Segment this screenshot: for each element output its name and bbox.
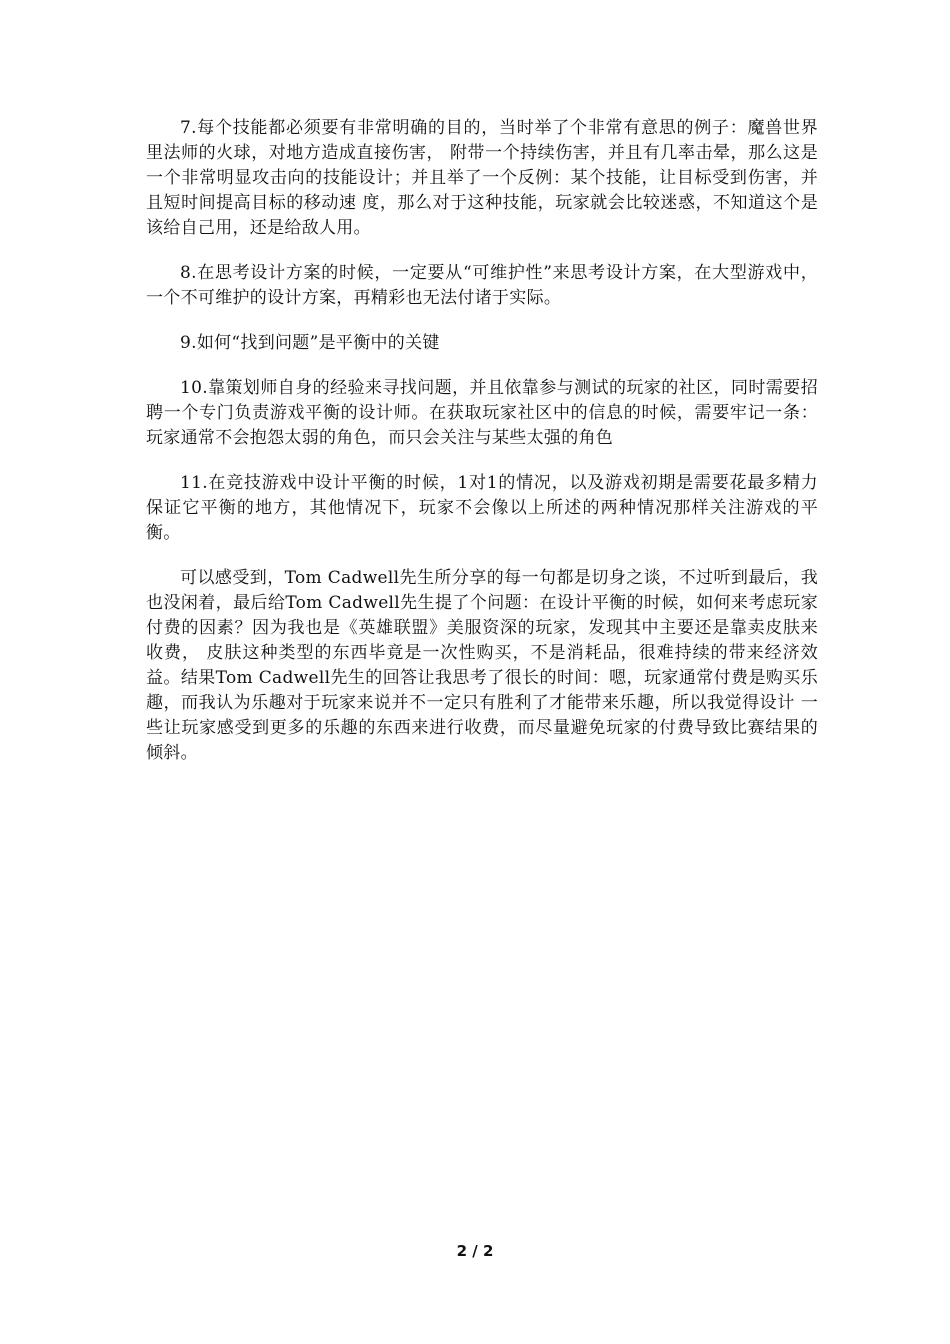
paragraph-competitive-balance: 11.在竞技游戏中设计平衡的时候，1对1的情况，以及游戏初期是需要花最多精力保证它平衡的地方，其他情况下，玩家不会像以上所述的两种情况那样关注游戏的平衡。 [146, 473, 818, 543]
paragraph-skill-purpose: 7.每个技能都必须要有非常明确的目的，当时举了个非常有意思的例子：魔兽世界里法师的火球，对地方造成直接伤害， 附带一个持续伤害，并且有几率击晕，那么这是一个非常明显攻击向的技能设计；并且举了一个反例：某个技能，让目标受到伤害，并且短时间提高目标的移动速 度，那么对于这种技能，玩家就会比较迷惑，不知道这个是该给自己用，还是给敌人用。 [146, 118, 818, 238]
page-number: 2 / 2 [456, 1242, 494, 1260]
document-body [146, 116, 818, 786]
paragraph-finding-problems: 9.如何“找到问题”是平衡中的关键 [180, 333, 440, 353]
paragraph-maintainability: 8.在思考设计方案的时候，一定要从“可维护性”来思考设计方案，在大型游戏中，一个不可维护的设计方案，再精彩也无法付诸于实际。 [146, 263, 818, 308]
paragraph-community-feedback: 10.靠策划师自身的经验来寻找问题，并且依靠参与测试的玩家的社区，同时需要招聘一个专门负责游戏平衡的设计师。在获取玩家社区中的信息的时候，需要牢记一条：玩家通常不会抱怨太弱的角色，而只会关注与某些太强的角色 [146, 378, 818, 448]
paragraph-conclusion: 可以感受到，Tom Cadwell先生所分享的每一句都是切身之谈，不过听到最后，我也没闲着，最后给Tom Cadwell先生提了个问题：在设计平衡的时候，如何来考虑玩家付费的因素？因为我也是《英雄联盟》美服资深的玩家，发现其中主要还是靠卖皮肤来收费， 皮肤这种类型的东西毕竟是一次性购买，不是消耗品，很难持续的带来经济效益。结果Tom Cadwell先生的回答让我思考了很长的时间：嗯，玩家通常付费是购买乐趣，而我认为乐趣对于玩家来说并不一定只有胜利了才能带来乐趣，所以我觉得设计 一些让玩家感受到更多的乐趣的东西来进行收费，而尽量避免玩家的付费导致比赛结果的倾斜。 [146, 568, 818, 763]
